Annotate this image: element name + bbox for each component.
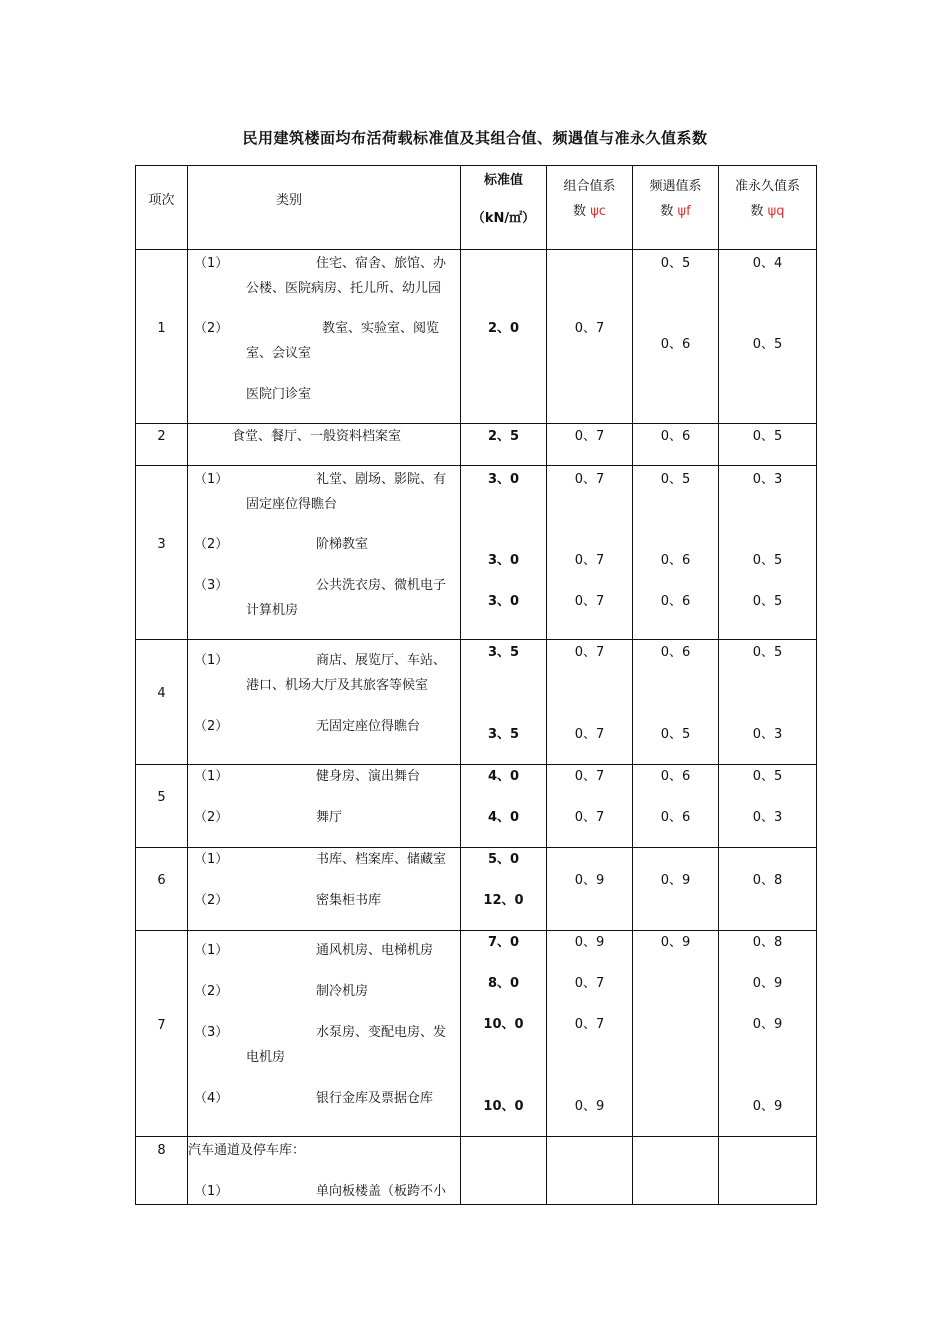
freq-value: 0、6 bbox=[660, 769, 691, 784]
header-quasi-permanent-coef bbox=[719, 166, 817, 250]
item-number: 5 bbox=[157, 790, 166, 805]
row8-std bbox=[461, 1137, 547, 1205]
row1-freq bbox=[633, 250, 719, 424]
entry-text: 阶梯教室 bbox=[316, 537, 369, 552]
entry-text: 室、会议室 bbox=[246, 346, 312, 361]
row7-no bbox=[136, 931, 188, 1137]
entry-text: 单向板楼盖（板跨不小 bbox=[316, 1184, 447, 1199]
comb-value: 0、7 bbox=[574, 472, 605, 487]
entry-text: 住宅、宿舍、旅馆、办 bbox=[316, 256, 447, 271]
header-category bbox=[188, 166, 461, 250]
quasi-value: 0、9 bbox=[752, 1099, 783, 1114]
comb-value: 0、7 bbox=[574, 810, 605, 825]
row6-category bbox=[188, 848, 461, 931]
row8-comb bbox=[547, 1137, 633, 1205]
entry-index: （2） bbox=[194, 537, 229, 552]
row2-freq bbox=[633, 424, 719, 466]
entry-index: （1） bbox=[194, 852, 229, 867]
item-number: 2 bbox=[157, 429, 166, 444]
header-freq-line1: 频遇值系 bbox=[649, 179, 702, 194]
entry-text: 公楼、医院病房、托儿所、幼儿园 bbox=[246, 281, 442, 296]
entry-text: 制冷机房 bbox=[316, 984, 369, 999]
row8-quasi bbox=[719, 1137, 817, 1205]
freq-value: 0、5 bbox=[660, 256, 691, 271]
entry-index: （3） bbox=[194, 578, 229, 593]
row6-comb bbox=[547, 848, 633, 931]
row4-quasi bbox=[719, 640, 817, 765]
row3-freq bbox=[633, 466, 719, 640]
std-value: 12、0 bbox=[483, 893, 524, 908]
entry-index: （1） bbox=[194, 472, 229, 487]
row3-category bbox=[188, 466, 461, 640]
row6-freq bbox=[633, 848, 719, 931]
entry-text: 公共洗衣房、微机电子 bbox=[316, 578, 447, 593]
row2-quasi bbox=[719, 424, 817, 466]
freq-value: 0、6 bbox=[660, 429, 691, 444]
entry-text: 汽车通道及停车库： bbox=[188, 1143, 306, 1158]
quasi-value: 0、3 bbox=[752, 472, 783, 487]
header-comb-line2: 数 bbox=[573, 204, 587, 219]
entry-text: 舞厅 bbox=[316, 810, 343, 825]
comb-value: 0、7 bbox=[574, 645, 605, 660]
std-value: 4、0 bbox=[487, 769, 520, 784]
comb-value: 0、7 bbox=[574, 769, 605, 784]
row1-std bbox=[461, 250, 547, 424]
row6-std bbox=[461, 848, 547, 931]
entry-text: 教室、实验室、阅览 bbox=[322, 321, 440, 336]
quasi-value: 0、8 bbox=[752, 873, 783, 888]
header-quasi-line2: 数 bbox=[750, 204, 764, 219]
entry-text: 无固定座位得瞧台 bbox=[316, 719, 421, 734]
header-comb-line1: 组合值系 bbox=[563, 179, 616, 194]
quasi-value: 0、5 bbox=[752, 594, 783, 609]
table-row bbox=[136, 1137, 817, 1205]
entry-index: （1） bbox=[194, 1184, 229, 1199]
entry-text: 通风机房、电梯机房 bbox=[316, 943, 434, 958]
comb-value: 0、7 bbox=[574, 976, 605, 991]
table-row bbox=[136, 931, 817, 1137]
comb-value: 0、9 bbox=[574, 1099, 605, 1114]
comb-value: 0、7 bbox=[574, 594, 605, 609]
row2-category bbox=[188, 424, 461, 466]
item-number: 6 bbox=[157, 873, 166, 888]
std-value: 5、0 bbox=[487, 852, 520, 867]
row7-category bbox=[188, 931, 461, 1137]
row5-category bbox=[188, 765, 461, 848]
load-table bbox=[135, 165, 817, 1205]
header-standard-value bbox=[461, 166, 547, 250]
header-freq-line2: 数 bbox=[660, 204, 674, 219]
item-number: 3 bbox=[157, 537, 166, 552]
header-quasi-line1: 准永久值系 bbox=[734, 179, 800, 194]
header-item-label: 项次 bbox=[148, 193, 175, 208]
table-header-row bbox=[136, 166, 817, 250]
entry-text: 银行金库及票据仓库 bbox=[316, 1091, 434, 1106]
quasi-value: 0、5 bbox=[752, 429, 783, 444]
row4-category bbox=[188, 640, 461, 765]
quasi-value: 0、8 bbox=[752, 935, 783, 950]
row1-comb bbox=[547, 250, 633, 424]
comb-value: 0、9 bbox=[574, 873, 605, 888]
quasi-value: 0、3 bbox=[752, 810, 783, 825]
row3-comb bbox=[547, 466, 633, 640]
table-row bbox=[136, 848, 817, 931]
std-value: 10、0 bbox=[483, 1099, 524, 1114]
entry-index: （4） bbox=[194, 1091, 229, 1106]
comb-value: 0、7 bbox=[574, 1017, 605, 1032]
freq-value: 0、6 bbox=[660, 645, 691, 660]
quasi-value: 0、5 bbox=[752, 553, 783, 568]
entry-index: （2） bbox=[194, 984, 229, 999]
std-value: 4、0 bbox=[487, 810, 520, 825]
table-row bbox=[136, 765, 817, 848]
row3-quasi bbox=[719, 466, 817, 640]
row8-no bbox=[136, 1137, 188, 1205]
std-value: 3、5 bbox=[487, 727, 520, 742]
header-std-line1: 标准值 bbox=[483, 173, 523, 188]
header-combination-coef bbox=[547, 166, 633, 250]
entry-index: （1） bbox=[194, 769, 229, 784]
entry-index: （1） bbox=[194, 943, 229, 958]
row2-std bbox=[461, 424, 547, 466]
quasi-value: 0、9 bbox=[752, 976, 783, 991]
header-frequent-coef bbox=[633, 166, 719, 250]
row7-quasi bbox=[719, 931, 817, 1137]
row2-comb bbox=[547, 424, 633, 466]
entry-index: （1） bbox=[194, 256, 229, 271]
item-number: 7 bbox=[157, 1018, 166, 1033]
entry-index: （2） bbox=[194, 810, 229, 825]
row6-no bbox=[136, 848, 188, 931]
entry-text: 计算机房 bbox=[246, 603, 299, 618]
item-number: 8 bbox=[157, 1143, 166, 1158]
entry-text: 水泵房、变配电房、发 bbox=[316, 1025, 447, 1040]
row6-quasi bbox=[719, 848, 817, 931]
table-row bbox=[136, 250, 817, 424]
row1-category bbox=[188, 250, 461, 424]
entry-index: （3） bbox=[194, 1025, 229, 1040]
std-value: 3、5 bbox=[487, 645, 520, 660]
quasi-value: 0、3 bbox=[752, 727, 783, 742]
item-number: 4 bbox=[157, 686, 166, 701]
entry-index: （1） bbox=[194, 653, 229, 668]
row2-no bbox=[136, 424, 188, 466]
row7-comb bbox=[547, 931, 633, 1137]
quasi-value: 0、4 bbox=[752, 256, 783, 271]
header-item bbox=[136, 166, 188, 250]
row5-no bbox=[136, 765, 188, 848]
header-comb-symbol: ψc bbox=[590, 204, 606, 219]
std-value: 7、0 bbox=[487, 935, 520, 950]
table-row bbox=[136, 466, 817, 640]
row4-freq bbox=[633, 640, 719, 765]
entry-text: 密集柜书库 bbox=[316, 893, 382, 908]
std-value: 3、0 bbox=[487, 472, 520, 487]
entry-text: 医院门诊室 bbox=[246, 387, 312, 402]
header-freq-symbol: ψf bbox=[677, 204, 691, 219]
row4-comb bbox=[547, 640, 633, 765]
quasi-value: 0、9 bbox=[752, 1017, 783, 1032]
std-value: 10、0 bbox=[483, 1017, 524, 1032]
std-value: 3、0 bbox=[487, 553, 520, 568]
row5-std bbox=[461, 765, 547, 848]
table-row bbox=[136, 424, 817, 466]
comb-value: 0、9 bbox=[574, 935, 605, 950]
std-value: 8、0 bbox=[487, 976, 520, 991]
row7-std bbox=[461, 931, 547, 1137]
entry-text: 电机房 bbox=[246, 1050, 286, 1065]
row1-quasi bbox=[719, 250, 817, 424]
row4-no bbox=[136, 640, 188, 765]
freq-value: 0、9 bbox=[660, 873, 691, 888]
row1-no bbox=[136, 250, 188, 424]
entry-index: （2） bbox=[194, 893, 229, 908]
row5-quasi bbox=[719, 765, 817, 848]
std-value: 2、5 bbox=[487, 429, 520, 444]
quasi-value: 0、5 bbox=[752, 645, 783, 660]
row4-std bbox=[461, 640, 547, 765]
table-row bbox=[136, 640, 817, 765]
entry-text: 港口、机场大厅及其旅客等候室 bbox=[246, 678, 429, 693]
row8-category bbox=[188, 1137, 461, 1205]
entry-index: （2） bbox=[194, 321, 229, 336]
freq-value: 0、6 bbox=[660, 810, 691, 825]
header-quasi-symbol: ψq bbox=[767, 204, 785, 219]
comb-value: 0、7 bbox=[574, 429, 605, 444]
entry-text: 食堂、餐厅、一般资料档案室 bbox=[232, 429, 402, 444]
freq-value: 0、6 bbox=[660, 553, 691, 568]
quasi-value: 0、5 bbox=[752, 769, 783, 784]
comb-value: 0、7 bbox=[574, 553, 605, 568]
freq-value: 0、6 bbox=[660, 337, 691, 352]
row3-std bbox=[461, 466, 547, 640]
item-number: 1 bbox=[157, 321, 166, 336]
freq-value: 0、5 bbox=[660, 472, 691, 487]
freq-value: 0、5 bbox=[660, 727, 691, 742]
quasi-value: 0、5 bbox=[752, 337, 783, 352]
entry-index: （2） bbox=[194, 719, 229, 734]
entry-text: 固定座位得瞧台 bbox=[246, 497, 338, 512]
row5-comb bbox=[547, 765, 633, 848]
std-value: 2、0 bbox=[487, 321, 520, 336]
row8-freq bbox=[633, 1137, 719, 1205]
std-value: 3、0 bbox=[487, 594, 520, 609]
header-std-line2: （kN/㎡） bbox=[471, 211, 536, 226]
freq-value: 0、6 bbox=[660, 594, 691, 609]
row7-freq bbox=[633, 931, 719, 1137]
entry-text: 健身房、演出舞台 bbox=[316, 769, 421, 784]
row3-no bbox=[136, 466, 188, 640]
row5-freq bbox=[633, 765, 719, 848]
entry-text: 商店、展览厅、车站、 bbox=[316, 653, 447, 668]
freq-value: 0、9 bbox=[660, 935, 691, 950]
comb-value: 0、7 bbox=[574, 321, 605, 336]
entry-text: 礼堂、剧场、影院、有 bbox=[316, 472, 447, 487]
header-category-label: 类别 bbox=[276, 193, 303, 208]
comb-value: 0、7 bbox=[574, 727, 605, 742]
page-title: 民用建筑楼面均布活荷载标准值及其组合值、频遇值与准永久值系数 bbox=[242, 129, 708, 147]
entry-text: 书库、档案库、储藏室 bbox=[316, 852, 447, 867]
